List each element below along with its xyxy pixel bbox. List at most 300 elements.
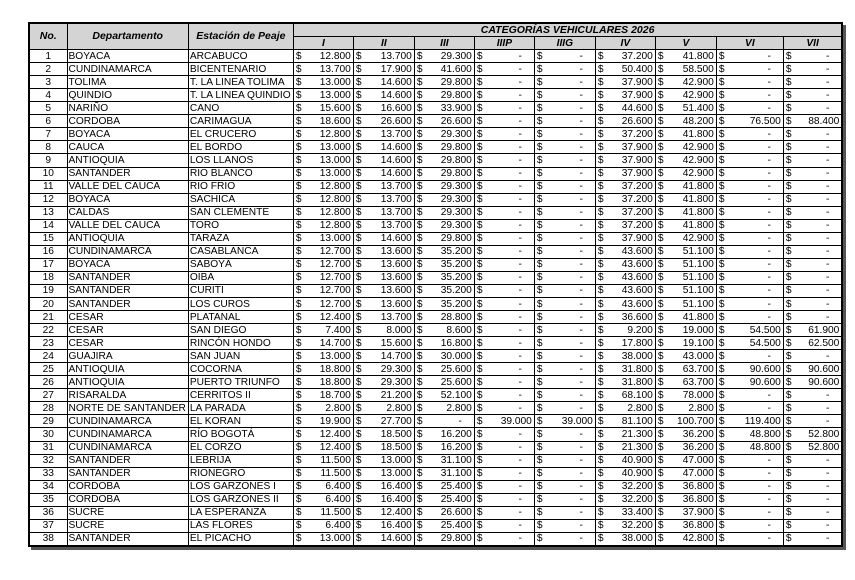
cell-category-i — [293, 297, 353, 310]
cell-category-vi — [716, 63, 783, 76]
amount-value: 16.400 — [380, 520, 412, 532]
cell-category-iii — [414, 219, 474, 232]
currency-symbol: $ — [416, 363, 423, 375]
cell-category-vii — [783, 519, 842, 532]
cell-category-iiig — [534, 519, 595, 532]
amount-value: 14.600 — [380, 76, 412, 88]
currency-symbol: $ — [536, 507, 543, 519]
cell-category-iii — [414, 337, 474, 350]
amount-value: 35.200 — [440, 298, 472, 310]
cell-category-ii — [353, 258, 414, 271]
currency-symbol: $ — [785, 154, 792, 166]
currency-symbol: $ — [416, 259, 423, 271]
currency-symbol: $ — [476, 494, 483, 506]
amount-value: 36.800 — [682, 494, 714, 506]
currency-symbol: $ — [416, 350, 423, 362]
cell-estacion: EL CORZO — [188, 441, 293, 454]
currency-symbol: $ — [295, 428, 302, 440]
cell-category-vi — [716, 89, 783, 102]
cell-category-i — [293, 154, 353, 167]
amount-value: - — [518, 76, 522, 88]
amount-value: 18.700 — [319, 389, 351, 401]
currency-symbol: $ — [295, 311, 302, 323]
currency-symbol: $ — [476, 128, 483, 140]
cell-departamento: VALLE DEL CAUCA — [67, 219, 188, 232]
amount-value: 12.400 — [380, 507, 412, 519]
cell-departamento: BOYACA — [67, 50, 188, 63]
currency-symbol: $ — [657, 168, 664, 180]
cell-category-v — [655, 115, 716, 128]
amount-value: 7.400 — [325, 324, 351, 336]
currency-symbol: $ — [785, 481, 792, 493]
amount-value: - — [518, 389, 522, 401]
cell-no: 16 — [29, 245, 67, 258]
cell-no: 27 — [29, 389, 67, 402]
cell-category-vii — [783, 389, 842, 402]
amount-value: 31.800 — [621, 376, 653, 388]
cell-category-iiig — [534, 180, 595, 193]
currency-symbol: $ — [295, 389, 302, 401]
cell-category-iii — [414, 102, 474, 115]
cell-departamento: CESAR — [67, 311, 188, 324]
cell-no: 1 — [29, 50, 67, 63]
currency-symbol: $ — [416, 468, 423, 480]
cell-category-iiip — [474, 376, 534, 389]
cell-category-vi — [716, 376, 783, 389]
amount-value: 12.700 — [319, 272, 351, 284]
cell-estacion: PUERTO TRIUNFO — [188, 376, 293, 389]
amount-value: 13.000 — [319, 154, 351, 166]
cell-category-vii — [783, 493, 842, 506]
cell-estacion: CASABLANCA — [188, 245, 293, 258]
cell-estacion: OIBA — [188, 271, 293, 284]
cell-category-iii — [414, 297, 474, 310]
cell-category-ii — [353, 180, 414, 193]
currency-symbol: $ — [536, 194, 543, 206]
cell-category-vii — [783, 167, 842, 180]
cell-category-iiig — [534, 76, 595, 89]
currency-symbol: $ — [657, 363, 664, 375]
currency-symbol: $ — [597, 207, 604, 219]
cell-category-iv — [595, 76, 655, 89]
currency-symbol: $ — [536, 207, 543, 219]
cell-category-iii — [414, 180, 474, 193]
cell-category-vii — [783, 363, 842, 376]
cell-category-iiig — [534, 89, 595, 102]
currency-symbol: $ — [597, 494, 604, 506]
table-row — [29, 63, 842, 76]
currency-symbol: $ — [476, 259, 483, 271]
cell-category-vii — [783, 89, 842, 102]
amount-value: - — [825, 272, 830, 284]
cell-category-iiip — [474, 180, 534, 193]
amount-value: - — [825, 481, 830, 493]
currency-symbol: $ — [536, 402, 543, 414]
amount-value: 37.200 — [621, 181, 653, 193]
cell-estacion: PLATANAL — [188, 311, 293, 324]
table-row — [29, 480, 842, 493]
currency-symbol: $ — [657, 76, 664, 88]
amount-value: 39.000 — [561, 415, 593, 427]
amount-value: 15.600 — [319, 102, 351, 114]
cell-no: 35 — [29, 493, 67, 506]
amount-value: 37.200 — [621, 220, 653, 232]
currency-symbol: $ — [597, 259, 604, 271]
amount-value: - — [767, 455, 771, 467]
currency-symbol: $ — [536, 220, 543, 232]
cell-estacion: SABOYÁ — [188, 258, 293, 271]
table-row — [29, 428, 842, 441]
currency-symbol: $ — [476, 507, 483, 519]
cell-category-ii — [353, 493, 414, 506]
amount-value: - — [825, 246, 830, 258]
cell-no: 33 — [29, 467, 67, 480]
amount-value: 42.800 — [682, 533, 714, 545]
cell-category-iv — [595, 89, 655, 102]
cell-category-iv — [595, 337, 655, 350]
currency-symbol: $ — [597, 376, 604, 388]
currency-symbol: $ — [536, 376, 543, 388]
amount-value: 41.800 — [682, 220, 714, 232]
cell-estacion: LOS GARZONES II — [188, 493, 293, 506]
cell-category-iii — [414, 271, 474, 284]
currency-symbol: $ — [536, 76, 543, 88]
currency-symbol: $ — [785, 272, 792, 284]
currency-symbol: $ — [597, 481, 604, 493]
cell-estacion: LOS GARZONES I — [188, 480, 293, 493]
currency-symbol: $ — [718, 220, 725, 232]
amount-value: 51.400 — [682, 102, 714, 114]
cell-no: 6 — [29, 115, 67, 128]
amount-value: - — [825, 350, 830, 362]
amount-value: - — [579, 168, 583, 180]
currency-symbol: $ — [355, 259, 362, 271]
amount-value: 33.900 — [440, 102, 472, 114]
amount-value: - — [825, 220, 830, 232]
cell-no: 2 — [29, 63, 67, 76]
cell-departamento: CORDOBA — [67, 115, 188, 128]
cell-category-vii — [783, 480, 842, 493]
cell-category-iiig — [534, 363, 595, 376]
cell-category-iii — [414, 258, 474, 271]
amount-value: - — [579, 468, 583, 480]
currency-symbol: $ — [785, 246, 792, 258]
currency-symbol: $ — [295, 181, 302, 193]
table-row — [29, 141, 842, 154]
cell-category-v — [655, 519, 716, 532]
cell-category-iv — [595, 297, 655, 310]
amount-value: 13.000 — [319, 350, 351, 362]
cell-category-iiig — [534, 167, 595, 180]
cell-category-vii — [783, 128, 842, 141]
cell-no: 4 — [29, 89, 67, 102]
amount-value: 42.900 — [682, 76, 714, 88]
currency-symbol: $ — [718, 468, 725, 480]
amount-value: - — [579, 233, 583, 245]
cell-category-iiip — [474, 297, 534, 310]
currency-symbol: $ — [295, 298, 302, 310]
cell-category-iiig — [534, 454, 595, 467]
currency-symbol: $ — [416, 141, 423, 153]
cell-departamento: SANTANDER — [67, 271, 188, 284]
currency-symbol: $ — [416, 507, 423, 519]
currency-symbol: $ — [785, 76, 792, 88]
currency-symbol: $ — [597, 311, 604, 323]
currency-symbol: $ — [657, 246, 664, 258]
amount-value: - — [767, 285, 771, 297]
cell-estacion: BICENTENARIO — [188, 63, 293, 76]
currency-symbol: $ — [295, 89, 302, 101]
currency-symbol: $ — [718, 442, 725, 454]
amount-value: 51.100 — [682, 298, 714, 310]
cell-category-vii — [783, 415, 842, 428]
amount-value: 29.800 — [440, 154, 472, 166]
currency-symbol: $ — [476, 141, 483, 153]
currency-symbol: $ — [718, 233, 725, 245]
currency-symbol: $ — [536, 455, 543, 467]
cell-category-i — [293, 467, 353, 480]
currency-symbol: $ — [657, 324, 664, 336]
amount-value: - — [518, 376, 522, 388]
amount-value: 39.000 — [500, 415, 532, 427]
cell-category-v — [655, 245, 716, 258]
currency-symbol: $ — [657, 207, 664, 219]
cell-departamento: RISARALDA — [67, 389, 188, 402]
cell-category-iiig — [534, 115, 595, 128]
cell-departamento: SUCRE — [67, 506, 188, 519]
currency-symbol: $ — [355, 481, 362, 493]
currency-symbol: $ — [657, 468, 664, 480]
currency-symbol: $ — [597, 128, 604, 140]
cell-category-i — [293, 350, 353, 363]
currency-symbol: $ — [536, 494, 543, 506]
amount-value: 19.900 — [319, 415, 351, 427]
currency-symbol: $ — [597, 102, 604, 114]
cell-category-ii — [353, 324, 414, 337]
cell-category-iii — [414, 467, 474, 480]
cell-category-v — [655, 63, 716, 76]
amount-value: - — [767, 50, 771, 62]
amount-value: 13.000 — [319, 76, 351, 88]
currency-symbol: $ — [657, 50, 664, 62]
currency-symbol: $ — [476, 115, 483, 127]
cell-estacion: TORO — [188, 219, 293, 232]
cell-category-iv — [595, 493, 655, 506]
cell-category-vi — [716, 193, 783, 206]
cell-category-iv — [595, 532, 655, 546]
currency-symbol: $ — [536, 63, 543, 75]
cell-estacion: LA PARADA — [188, 402, 293, 415]
amount-value: - — [518, 363, 522, 375]
header-category-i: I — [293, 37, 353, 50]
cell-estacion: TARAZA — [188, 232, 293, 245]
cell-category-vi — [716, 141, 783, 154]
header-category-vi: VI — [716, 37, 783, 50]
amount-value: - — [579, 350, 583, 362]
cell-estacion: RÍO BOGOTÁ — [188, 428, 293, 441]
cell-no: 5 — [29, 102, 67, 115]
currency-symbol: $ — [657, 428, 664, 440]
currency-symbol: $ — [476, 428, 483, 440]
currency-symbol: $ — [597, 220, 604, 232]
table-row — [29, 167, 842, 180]
currency-symbol: $ — [657, 337, 664, 349]
currency-symbol: $ — [536, 50, 543, 62]
currency-symbol: $ — [416, 337, 423, 349]
cell-category-vi — [716, 50, 783, 63]
cell-category-i — [293, 206, 353, 219]
cell-category-iii — [414, 245, 474, 258]
table-row — [29, 76, 842, 89]
amount-value: 12.700 — [319, 246, 351, 258]
amount-value: 29.300 — [440, 50, 472, 62]
amount-value: - — [518, 50, 522, 62]
amount-value: 25.400 — [440, 494, 472, 506]
table-row — [29, 493, 842, 506]
amount-value: 13.600 — [380, 285, 412, 297]
currency-symbol: $ — [476, 337, 483, 349]
cell-no: 30 — [29, 428, 67, 441]
cell-no: 14 — [29, 219, 67, 232]
currency-symbol: $ — [657, 128, 664, 140]
cell-estacion: CURITI — [188, 284, 293, 297]
cell-category-i — [293, 128, 353, 141]
cell-category-iii — [414, 363, 474, 376]
currency-symbol: $ — [536, 311, 543, 323]
amount-value: - — [767, 533, 771, 545]
amount-value: 26.600 — [621, 115, 653, 127]
currency-symbol: $ — [355, 311, 362, 323]
amount-value: 52.800 — [808, 442, 840, 454]
header-category-ii: II — [353, 37, 414, 50]
amount-value: 37.900 — [621, 154, 653, 166]
header-row-top — [29, 23, 842, 37]
table-row — [29, 128, 842, 141]
cell-category-iii — [414, 232, 474, 245]
amount-value: 14.600 — [380, 233, 412, 245]
table-row — [29, 89, 842, 102]
currency-symbol: $ — [536, 428, 543, 440]
cell-category-v — [655, 219, 716, 232]
cell-category-iv — [595, 350, 655, 363]
currency-symbol: $ — [785, 63, 792, 75]
cell-departamento: CORDOBA — [67, 480, 188, 493]
cell-category-iv — [595, 271, 655, 284]
amount-value: - — [767, 194, 771, 206]
currency-symbol: $ — [355, 246, 362, 258]
cell-no: 38 — [29, 532, 67, 546]
amount-value: 2.800 — [325, 402, 351, 414]
currency-symbol: $ — [657, 89, 664, 101]
amount-value: - — [825, 455, 830, 467]
currency-symbol: $ — [355, 285, 362, 297]
cell-category-iii — [414, 441, 474, 454]
cell-no: 13 — [29, 206, 67, 219]
cell-category-vii — [783, 63, 842, 76]
currency-symbol: $ — [718, 272, 725, 284]
amount-value: - — [767, 298, 771, 310]
cell-category-v — [655, 76, 716, 89]
amount-value: - — [825, 141, 830, 153]
cell-category-iii — [414, 493, 474, 506]
cell-category-iiip — [474, 350, 534, 363]
currency-symbol: $ — [785, 376, 792, 388]
cell-category-iv — [595, 311, 655, 324]
cell-category-ii — [353, 167, 414, 180]
currency-symbol: $ — [657, 285, 664, 297]
cell-category-vi — [716, 519, 783, 532]
amount-value: - — [579, 520, 583, 532]
amount-value: 2.800 — [688, 402, 714, 414]
cell-no: 8 — [29, 141, 67, 154]
amount-value: 16.200 — [440, 428, 472, 440]
currency-symbol: $ — [476, 520, 483, 532]
cell-category-vi — [716, 219, 783, 232]
amount-value: - — [825, 259, 830, 271]
amount-value: 12.700 — [319, 285, 351, 297]
currency-symbol: $ — [476, 324, 483, 336]
cell-category-iiig — [534, 415, 595, 428]
amount-value: - — [767, 272, 771, 284]
currency-symbol: $ — [536, 128, 543, 140]
cell-category-iiip — [474, 154, 534, 167]
table-row — [29, 232, 842, 245]
currency-symbol: $ — [718, 102, 725, 114]
currency-symbol: $ — [597, 337, 604, 349]
amount-value: - — [579, 324, 583, 336]
cell-category-vi — [716, 324, 783, 337]
cell-departamento: CUNDINAMARCA — [67, 245, 188, 258]
cell-category-vii — [783, 350, 842, 363]
currency-symbol: $ — [785, 507, 792, 519]
currency-symbol: $ — [355, 428, 362, 440]
cell-estacion: LOS CUROS — [188, 297, 293, 310]
cell-no: 11 — [29, 180, 67, 193]
currency-symbol: $ — [597, 194, 604, 206]
currency-symbol: $ — [355, 363, 362, 375]
currency-symbol: $ — [718, 533, 725, 545]
currency-symbol: $ — [785, 233, 792, 245]
amount-value: - — [767, 507, 771, 519]
table-row — [29, 350, 842, 363]
cell-category-iiip — [474, 428, 534, 441]
cell-departamento: VALLE DEL CAUCA — [67, 180, 188, 193]
amount-value: - — [518, 520, 522, 532]
cell-category-ii — [353, 350, 414, 363]
amount-value: 36.800 — [682, 481, 714, 493]
amount-value: - — [825, 494, 830, 506]
currency-symbol: $ — [536, 442, 543, 454]
table-row — [29, 258, 842, 271]
amount-value: - — [767, 207, 771, 219]
currency-symbol: $ — [476, 415, 483, 427]
cell-category-iv — [595, 63, 655, 76]
currency-symbol: $ — [416, 181, 423, 193]
currency-symbol: $ — [785, 89, 792, 101]
amount-value: 41.800 — [682, 128, 714, 140]
currency-symbol: $ — [355, 415, 362, 427]
cell-category-iiip — [474, 141, 534, 154]
currency-symbol: $ — [597, 285, 604, 297]
cell-departamento: CUNDINAMARCA — [67, 428, 188, 441]
amount-value: 40.900 — [621, 468, 653, 480]
currency-symbol: $ — [657, 402, 664, 414]
amount-value: 27.700 — [380, 415, 412, 427]
cell-category-vii — [783, 441, 842, 454]
cell-category-ii — [353, 128, 414, 141]
cell-departamento: SANTANDER — [67, 167, 188, 180]
amount-value: 14.600 — [380, 89, 412, 101]
